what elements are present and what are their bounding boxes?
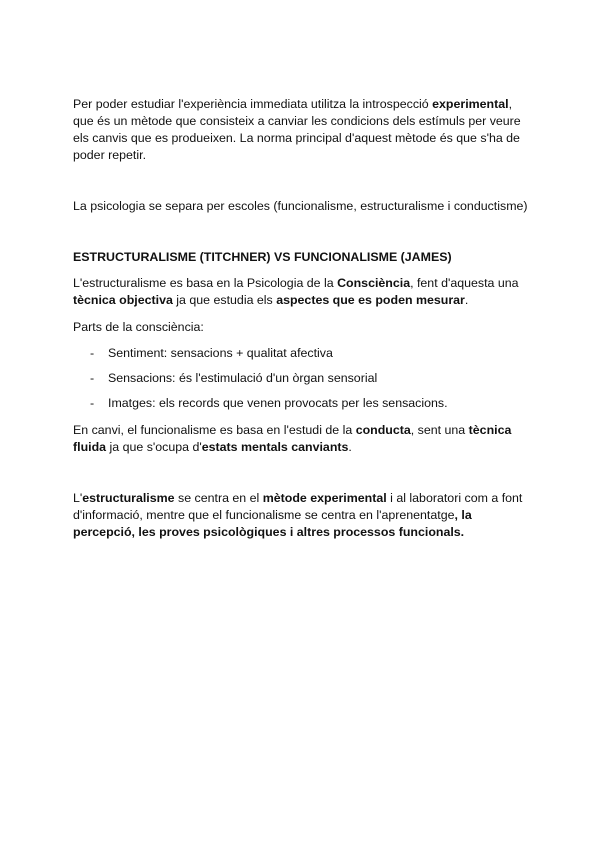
text-run: . [464, 293, 469, 307]
paragraph-parts-label: Parts de la consciència: [73, 320, 204, 334]
bold-text-run: tècnica fluida [73, 423, 512, 454]
bold-text-run: estats mentals canviants [201, 440, 349, 454]
bold-text-run: conducta [355, 423, 411, 437]
bold-text-run: experimental [432, 97, 509, 111]
list-item-text: Sentiment: sensacions + qualitat afectiva [108, 346, 333, 360]
list-marker: - [90, 396, 95, 410]
text-run: , fent d'aquesta una [410, 276, 519, 290]
text-run: En canvi, el funcionalisme es basa en l'estudi de la [73, 423, 356, 437]
paragraph-schools: La psicologia se separa per escoles (funcionalisme, estructuralisme i conductisme) [73, 199, 528, 213]
bold-text-run: , la percepció, les proves psicològiques i altres processos funcionals. [73, 508, 472, 539]
list-item [73, 395, 535, 420]
text-run: ja que estudia els [172, 293, 277, 307]
list-item-text: Sensacions: és l'estimulació d'un òrgan sensorial [108, 371, 378, 385]
list-item [73, 370, 535, 395]
text-run: ja que s'ocupa d' [106, 440, 202, 454]
text-run: i al laboratori com a font d'informació, mentre que el funcionalisme se centra en l'aprenentatge [73, 491, 523, 522]
list-item [73, 345, 535, 370]
parts-list [73, 345, 535, 420]
list-item-text: Imatges: els records que venen provocats per les sensacions. [108, 396, 448, 410]
text-run: , que és un mètode que consisteix a canviar les condicions dels estímuls per veure els canvis que es produeixen. La norma principal d'aquest mètode és que s'ha de poder repetir. [73, 97, 521, 162]
list-marker: - [90, 346, 95, 360]
section-heading: ESTRUCTURALISME (TITCHNER) VS FUNCIONALISME (JAMES) [73, 250, 452, 264]
paragraph-comparison [73, 490, 535, 541]
text-run: L' [73, 491, 83, 505]
bold-text-run: Consciència [337, 276, 411, 290]
list-marker: - [90, 371, 95, 385]
text-run: se centra en el [174, 491, 263, 505]
paragraph-structuralism [73, 275, 535, 309]
text-run: . [348, 440, 352, 454]
text-run: , sent una [410, 423, 469, 437]
text-run: Per poder estudiar l'experiència immediata utilitza la introspecció [73, 97, 433, 111]
bold-text-run: tècnica objectiva [73, 293, 173, 307]
bold-text-run: mètode experimental [262, 491, 387, 505]
text-run: L'estructuralisme es basa en la Psicologia de la [73, 276, 338, 290]
bold-text-run: estructuralisme [82, 491, 175, 505]
paragraph-introspection [73, 96, 535, 164]
paragraph-functionalism [73, 422, 535, 456]
bold-text-run: aspectes que es poden mesurar [276, 293, 465, 307]
